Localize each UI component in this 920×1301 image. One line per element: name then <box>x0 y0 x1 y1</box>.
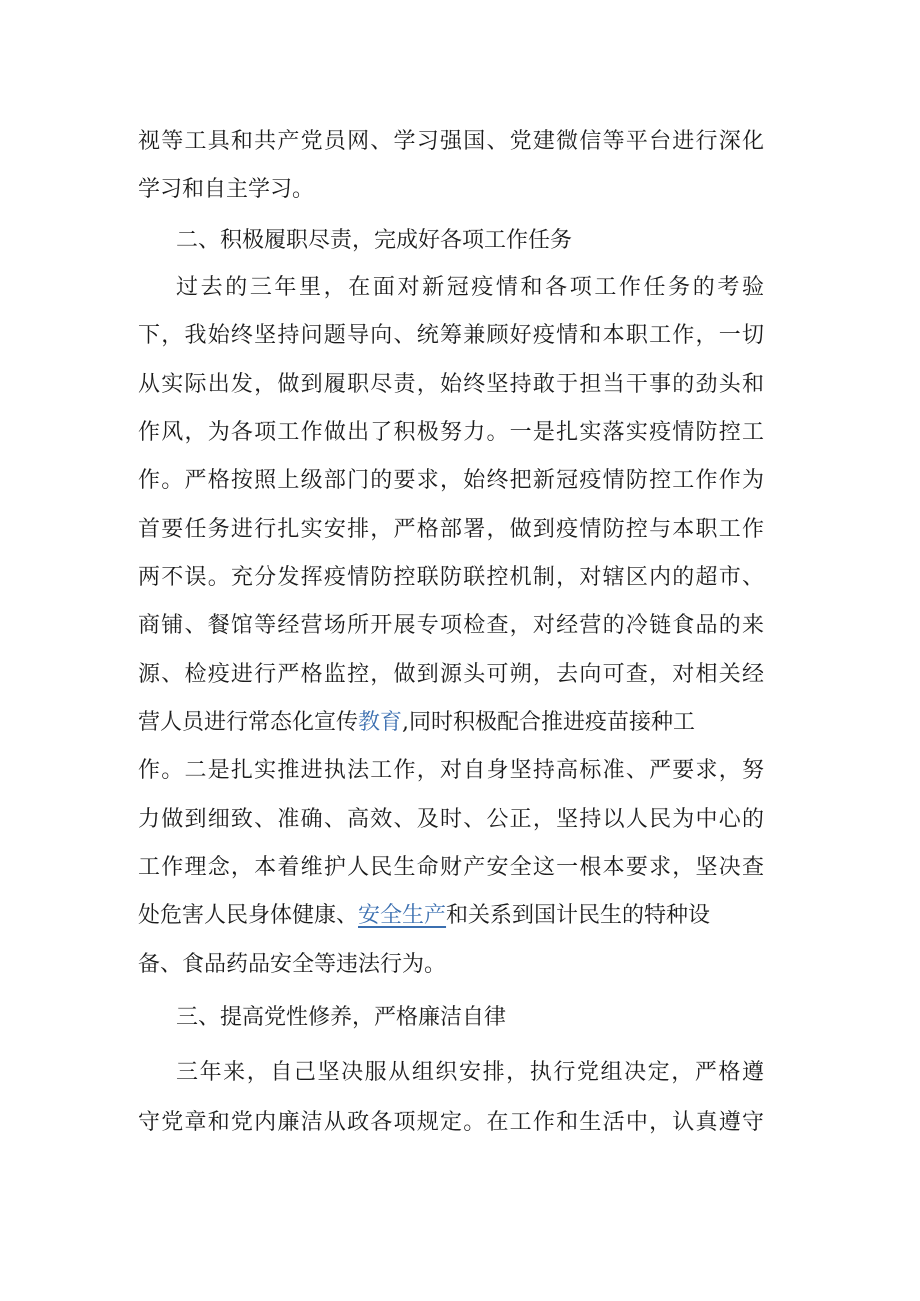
paragraph-line: 作风，为各项工作做出了积极努力。一是扎实落实疫情防控工 <box>138 420 764 445</box>
paragraph-line: 源、检疫进行严格监控，做到源头可朔，去向可查，对相关经 <box>138 662 764 687</box>
paragraph-line: 学习和自主学习。 <box>138 177 315 202</box>
section-heading-3: 三、提高党性修养，严格廉洁自律 <box>176 1005 507 1030</box>
paragraph-line: 作。二是扎实推进执法工作，对自身坚持高标准、严要求，努 <box>138 758 764 783</box>
paragraph-line: 力做到细致、准确、高效、及时、公正，坚持以人民为中心的 <box>138 807 764 832</box>
paragraph-line: 两不误。充分发挥疫情防控联防联控机制，对辖区内的超市、 <box>138 565 764 590</box>
paragraph-line: 作。严格按照上级部门的要求，始终把新冠疫情防控工作作为 <box>138 468 764 493</box>
paragraph-line: 三年来，自己坚决服从组织安排，执行党组决定，严格遵 <box>176 1060 764 1085</box>
paragraph-line: 过去的三年里，在面对新冠疫情和各项工作任务的考验 <box>176 275 764 300</box>
paragraph-line <box>138 708 764 738</box>
highlight-text-education: 教育 <box>358 710 403 735</box>
text-segment: 处危害人民身体健康、 <box>138 903 359 928</box>
paragraph-line: 商铺、餐馆等经营场所开展专项检查，对经营的冷链食品的来 <box>138 613 764 638</box>
paragraph-line: 视等工具和共产党员网、学习强国、党建微信等平台进行深化 <box>138 129 764 154</box>
paragraph-line: 守党章和党内廉洁从政各项规定。在工作和生活中，认真遵守 <box>138 1110 764 1135</box>
text-segment: 营人员进行常态化宣传 <box>138 710 359 735</box>
safety-production-link[interactable]: 安全生产 <box>358 903 447 928</box>
paragraph-line: 首要任务进行扎实安排，严格部署，做到疫情防控与本职工作 <box>138 517 764 542</box>
paragraph-line: 备、食品药品安全等违法行为。 <box>138 952 447 977</box>
paragraph-line: 下，我始终坚持问题导向、统筹兼顾好疫情和本职工作，一切 <box>138 323 764 348</box>
paragraph-line: 工作理念，本着维护人民生命财产安全这一根本要求，坚决查 <box>138 855 764 880</box>
paragraph-line <box>138 901 764 931</box>
paragraph-line: 从实际出发，做到履职尽责，始终坚持敢于担当干事的劲头和 <box>138 372 764 397</box>
section-heading-2: 二、积极履职尽责，完成好各项工作任务 <box>176 228 573 253</box>
text-segment: ,同时积极配合推进疫苗接种工 <box>402 710 696 735</box>
text-segment: 和关系到国计民生的特种设 <box>446 903 711 928</box>
